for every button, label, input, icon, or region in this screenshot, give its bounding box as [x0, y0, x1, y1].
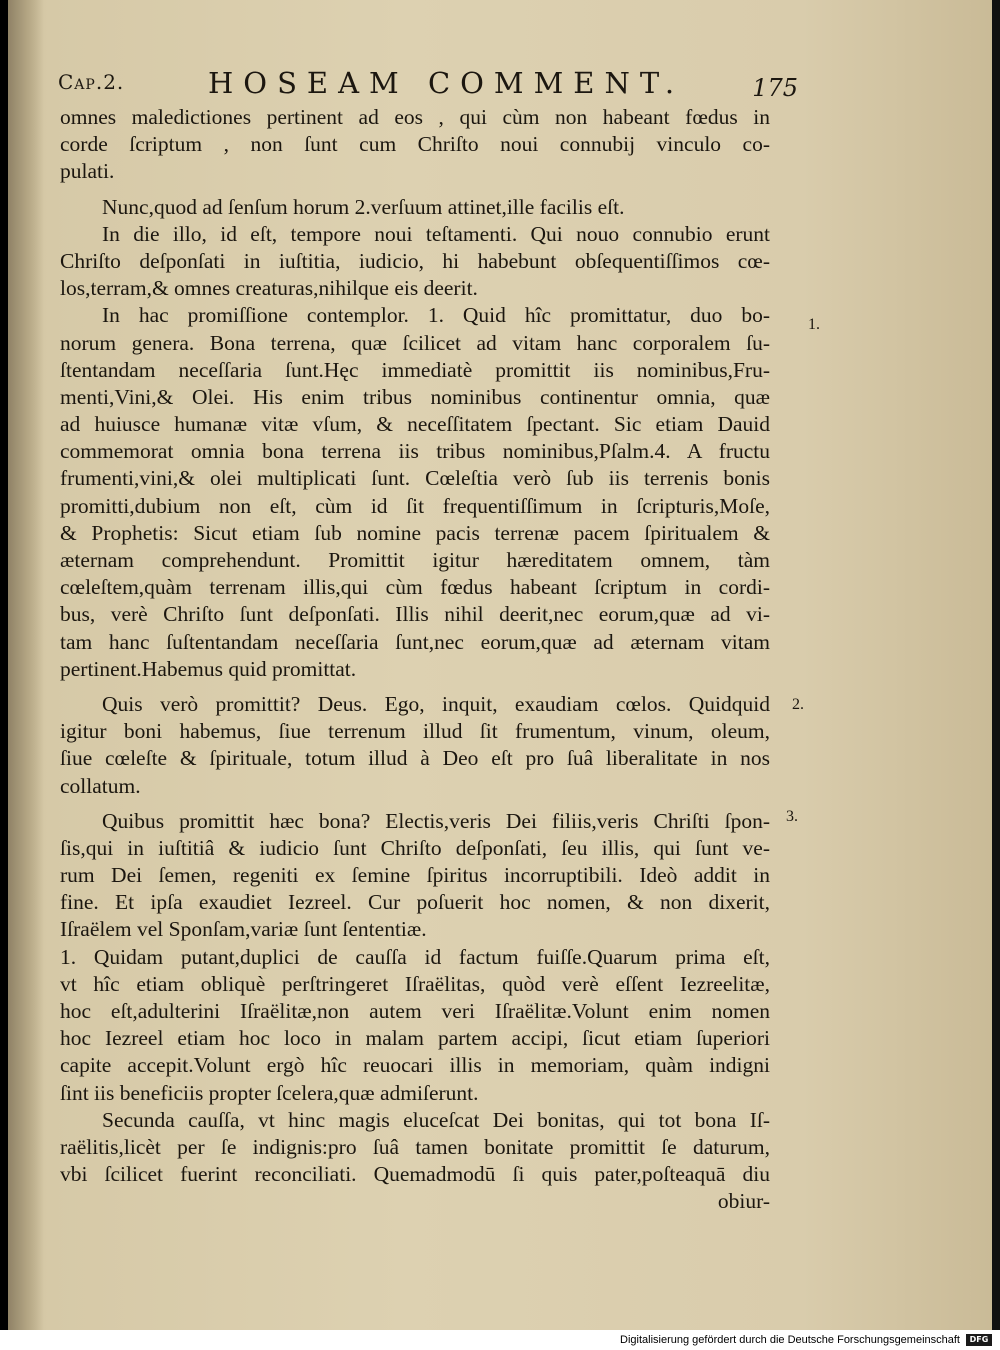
text-line: ad huiusce humanæ vitæ vſum, & neceſſitatem ſpectant. Sic etiam Dauid — [60, 412, 770, 437]
text-line: collatum. — [60, 773, 141, 798]
text-line: menti,Vini,& Olei. His enim tribus nominibus continentur omnia, quæ — [60, 384, 770, 409]
text-line: commemorat omnia bona terrena iis tribus nominibus,Pſalm.4. A fructu — [60, 439, 770, 464]
text-line: In hac promiſſione contemplor. 1. Quid hîc promittatur, duo bo- — [102, 303, 770, 328]
text-line: omnes maledictiones pertinent ad eos , qui cùm non habeant fœdus in — [60, 105, 770, 129]
text-line: Quibus promittit hæc bona? Electis,veris Dei filiis,veris Chriſti ſpon- — [102, 808, 770, 833]
text-line: æternam comprehendunt. Promittit igitur hæreditatem omnem, tàm — [60, 548, 770, 572]
text-line: Quis verò promittit? Deus. Ego, inquit, exaudiam cœlos. Quidquid — [102, 691, 770, 716]
page-spine-shadow — [8, 0, 44, 1330]
margin-note-3: 3. — [786, 808, 798, 825]
text-line: corde ſcriptum , non ſunt cum Chriſto noui connubij vinculo co- — [60, 132, 770, 157]
text-line: rum Dei ſemen, regeniti ex ſemine ſpiritus incorruptibili. Ideò addit in — [60, 863, 770, 888]
text-line: & Prophetis: Sicut etiam ſub nomine pacis terrenæ pacem ſpiritualem & — [60, 520, 770, 545]
text-line: Chriſto deſponſati in iuſtitia, iudicio, hi habebunt obſequentiſſimos cœ- — [60, 248, 770, 273]
text-line: frumenti,vini,& olei multiplicati ſunt. Cœleſtia verò ſub iis terrenis bonis — [60, 466, 770, 491]
text-line: pertinent.Habemus quid promittat. — [60, 656, 357, 681]
page-body-text — [60, 104, 770, 1216]
text-line: capite accepit.Volunt ergò hîc reuocari illis in memoriam, quàm indigni — [60, 1053, 770, 1078]
text-line: norum genera. Bona terrena, quæ ſcilicet ad vitam hanc corporalem ſu- — [60, 330, 770, 355]
book-page — [8, 0, 1000, 1330]
text-line: tam hanc ſuſtentandam neceſſaria ſunt,nec eorum,quæ ad æternam vitam — [60, 629, 770, 654]
running-title: HOSEAM COMMENT. — [208, 66, 685, 100]
text-line: Iſraëlem vel Sponſam,variæ ſunt ſententiæ. — [60, 917, 427, 942]
text-line: fine. Et ipſa exaudiet Iezreel. Cur poſuerit hoc nomen, & non dixerit, — [60, 890, 770, 915]
text-line: cœleſtem,quàm terrenam illis,qui cùm fœdus habeant ſcriptum in cordi- — [60, 575, 770, 600]
text-line: ſiue cœleſte & ſpirituale, totum illud à Deo eſt pro ſuâ liberalitate in nos — [60, 746, 770, 771]
margin-note-1: 1. — [808, 316, 820, 333]
catchword: obiur- — [717, 1189, 770, 1214]
text-line: bus, verè Chriſto ſunt deſponſati. Illis nihil deerit,nec eorum,quæ ad vi- — [60, 602, 770, 627]
paragraph-gap — [60, 186, 770, 194]
text-line: hoc eſt,adulterini Iſraëlitæ,non autem veri Iſraëlitæ.Volunt enim nomen — [60, 999, 770, 1023]
text-line: los,terram,& omnes creaturas,nihilque eis deerit. — [60, 276, 478, 301]
text-line: vbi ſcilicet fuerint reconciliati. Quemadmodū ſi quis pater,poſteaquā diu — [60, 1162, 770, 1187]
chapter-label: Cap.2. — [58, 70, 125, 94]
paragraph-gap — [60, 800, 770, 808]
dfg-logo: DFG — [966, 1334, 992, 1346]
text-line: 1. Quidam putant,duplici de cauſſa id factum fuiſſe.Quarum prima eſt, — [60, 944, 770, 969]
text-line: promitti,dubium non eſt, cùm id ſit frequentiſſimum in ſcripturis,Moſe, — [60, 493, 770, 518]
text-line: ſint iis beneficiis propter ſcelera,quæ admiſerunt. — [60, 1080, 479, 1105]
text-line: Secunda cauſſa, vt hinc magis eluceſcat Dei bonitas, qui tot bona Iſ- — [102, 1107, 770, 1132]
funding-credit: Digitalisierung gefördert durch die Deutsche Forschungsgemeinschaft — [620, 1334, 960, 1346]
margin-note-2: 2. — [792, 696, 804, 713]
text-line: igitur boni habemus, ſiue terrenum illud ſit frumentum, vinum, oleum, — [60, 719, 770, 744]
text-line: Nunc,quod ad ſenſum horum 2.verſuum attinet,ille facilis eſt. — [102, 194, 625, 219]
text-line: pulati. — [60, 159, 115, 184]
text-line: In die illo, id eſt, tempore noui teſtamenti. Qui nouo connubio erunt — [102, 221, 770, 246]
text-line: raëlitis,licèt per ſe indignis:pro ſuâ tamen bonitate promittit ſe daturum, — [60, 1134, 770, 1159]
paragraph-gap — [60, 683, 770, 691]
footer-bar — [0, 1330, 1000, 1350]
text-line: ſis,qui in iuſtitiâ & iudicio ſunt Chriſto deſponſati, ſeu illis, qui ſunt ve- — [60, 835, 770, 860]
text-line: ſtentandam neceſſaria ſunt.Hęc immediatè promittit iis nominibus,Fru- — [60, 357, 770, 382]
text-line: vt hîc etiam obliquè perſtringeret Iſraëlitas, quòd verè eſſent Iezreelitæ, — [60, 971, 770, 996]
text-line: hoc Iezreel etiam hoc loco in malam partem accipi, ſicut etiam ſuperiori — [60, 1026, 770, 1051]
scan-edge — [992, 0, 1000, 1330]
page-number: 175 — [752, 74, 798, 102]
